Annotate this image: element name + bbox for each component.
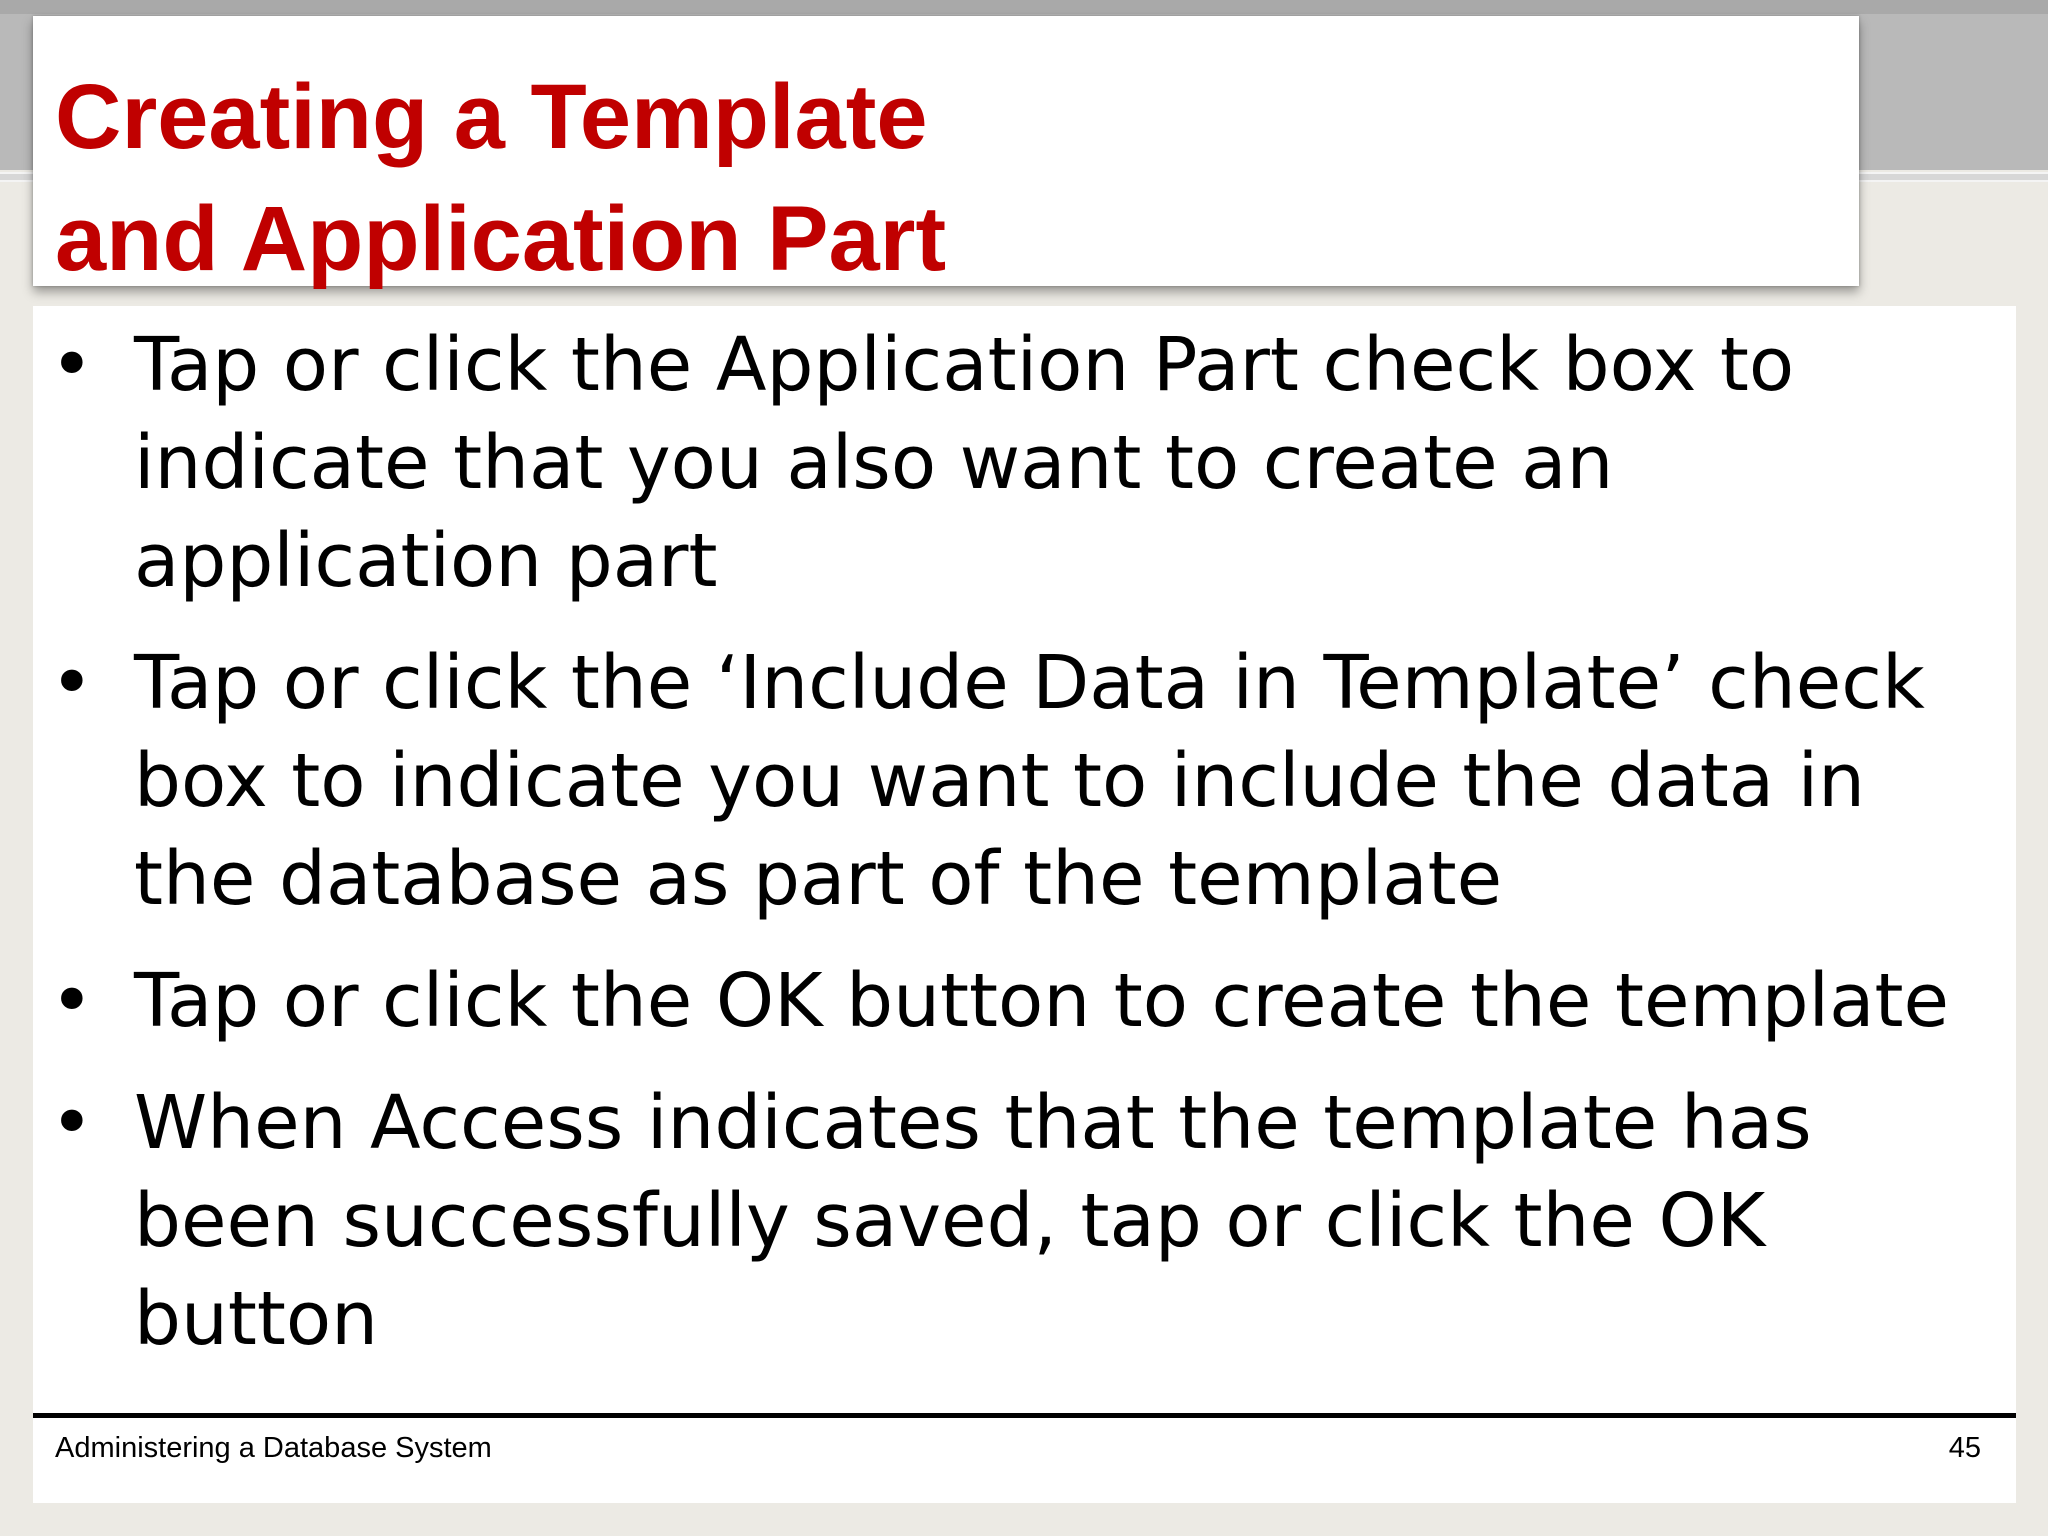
page-number: 45 <box>1948 1432 1981 1464</box>
bullet-icon: • <box>50 958 94 1044</box>
bullet-icon: • <box>50 640 94 726</box>
bullet-list <box>50 316 2000 1392</box>
title-line-1: Creating a Template <box>55 66 928 168</box>
list-item <box>50 634 2000 928</box>
bullet-icon: • <box>50 1080 94 1166</box>
bullet-text: When Access indicates that the template has been successfully saved, tap or click the OK button <box>134 1080 1812 1362</box>
slide-title <box>33 16 1859 290</box>
bullet-text: Tap or click the ‘Include Data in Template’ check box to indicate you want to include the data in the database as part of the template <box>134 640 1925 922</box>
list-item <box>50 316 2000 610</box>
bullet-icon: • <box>50 322 94 408</box>
list-item <box>50 1074 2000 1368</box>
footer-divider <box>33 1413 2016 1418</box>
list-item <box>50 952 2000 1050</box>
bullet-text: Tap or click the OK button to create the template <box>134 958 1949 1044</box>
bullet-text: Tap or click the Application Part check box to indicate that you also want to create an application part <box>134 322 1795 604</box>
title-line-2: and Application Part <box>55 188 947 290</box>
footer-label: Administering a Database System <box>55 1432 492 1464</box>
header-strip <box>0 0 2048 14</box>
